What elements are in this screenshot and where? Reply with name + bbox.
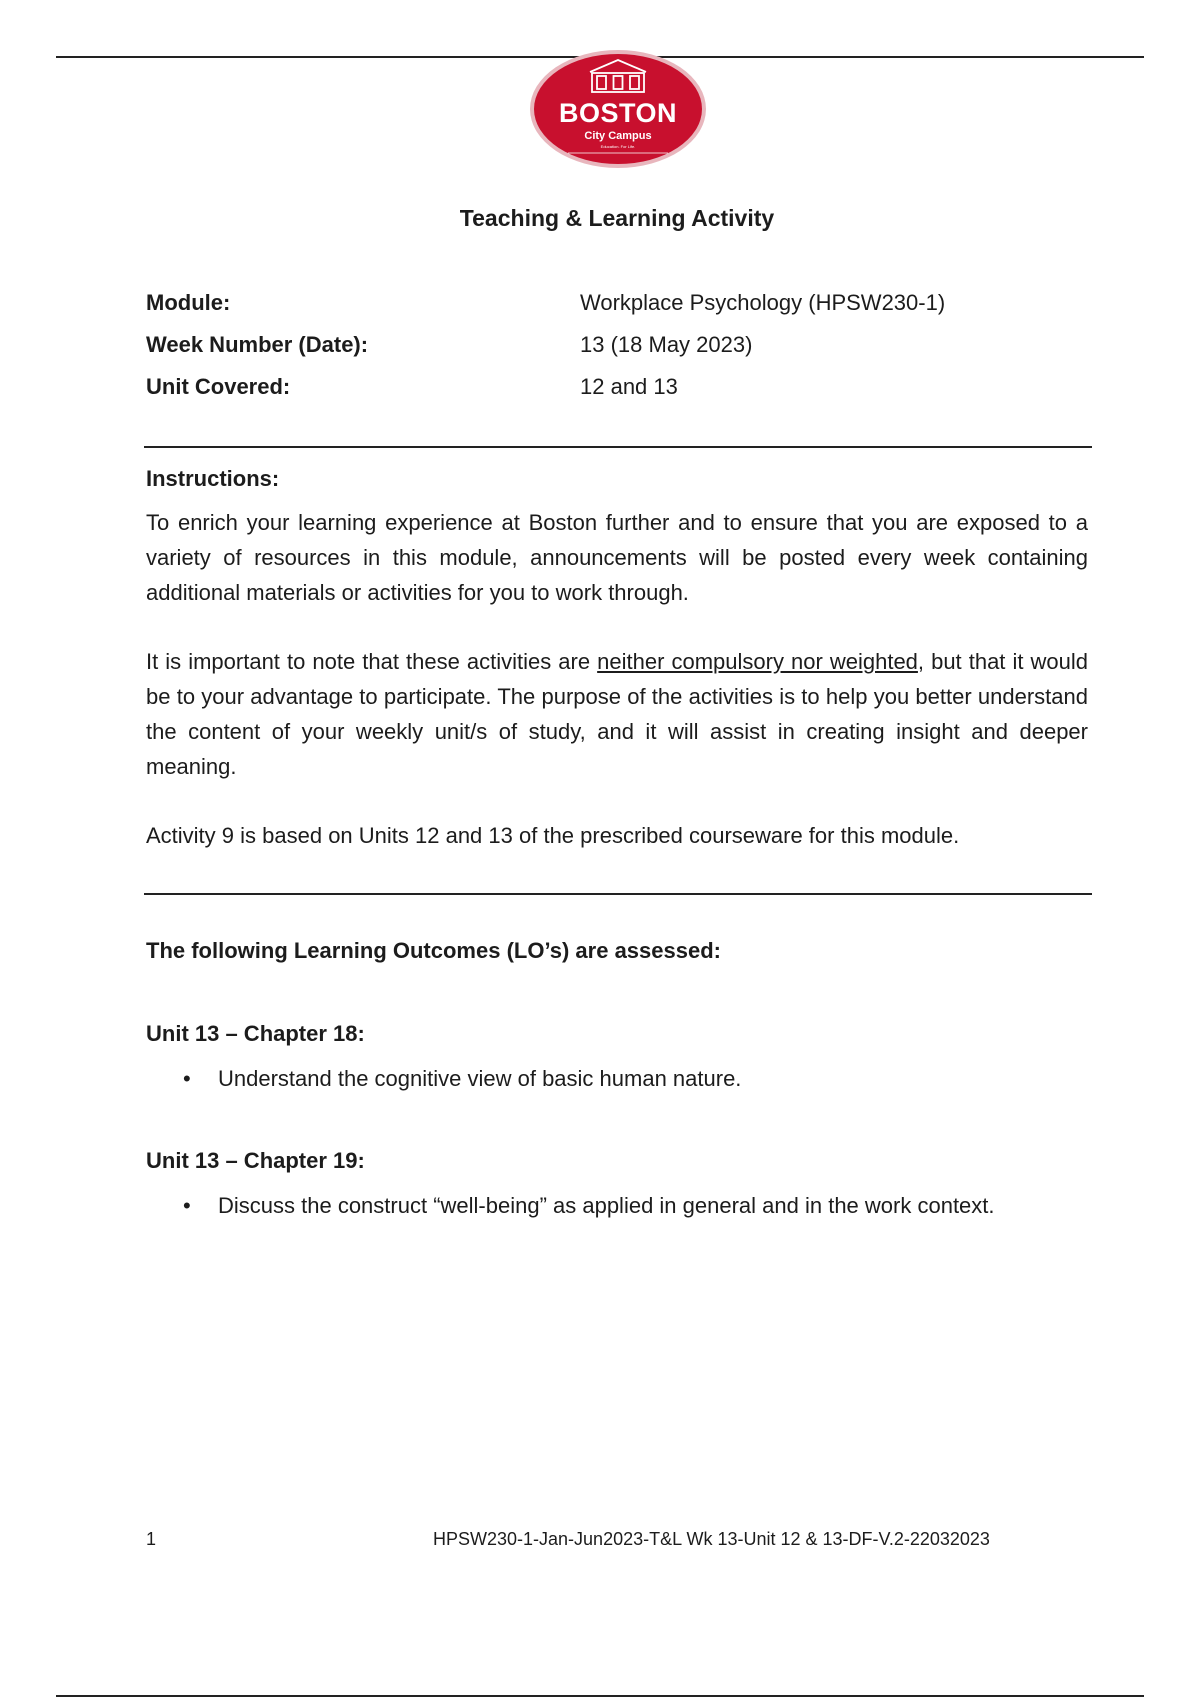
unit-chapter-heading: Unit 13 – Chapter 19: [146, 1148, 365, 1173]
bullet-icon: • [183, 1193, 191, 1218]
document-title: Teaching & Learning Activity [459, 205, 775, 231]
activities-note-paragraph [146, 644, 1088, 784]
logo-tagline: Education. For Life. [600, 144, 636, 149]
page-number: 1 [146, 1529, 157, 1549]
section-divider [144, 893, 1092, 895]
unit-covered-label: Unit Covered: [146, 374, 291, 399]
section-divider [144, 446, 1092, 448]
logo-wordmark: BOSTON [558, 98, 677, 128]
note-text: It is important to note that these activities are [146, 649, 598, 674]
week-number-value: 13 (18 May 2023) [580, 332, 753, 357]
bullet-icon: • [183, 1066, 191, 1091]
week-number-label: Week Number (Date): [146, 332, 369, 357]
unit-chapter-heading: Unit 13 – Chapter 18: [146, 1021, 365, 1046]
document-code: HPSW230-1-Jan-Jun2023-T&L Wk 13-Unit 12 & 13-DF-V.2-22032023 [433, 1529, 990, 1549]
footer-divider [56, 1695, 1144, 1697]
learning-outcome-text: Discuss the construct “well-being” as applied in general and in the work context. [218, 1193, 995, 1218]
emphasis-text: neither compulsory nor weighted [597, 649, 918, 674]
activity-basis-paragraph: Activity 9 is based on Units 12 and 13 of the prescribed courseware for this module. [146, 823, 960, 848]
learning-outcome-text: Understand the cognitive view of basic human nature. [218, 1066, 742, 1091]
logo-subtitle: City Campus [584, 130, 652, 142]
instructions-paragraph: To enrich your learning experience at Boston further and to ensure that you are exposed to a variety of resources in this module, announcements will be posted every week containing additional materials or activities for you to work through. [146, 510, 1088, 605]
boston-city-campus-logo [528, 48, 708, 170]
learning-outcomes-heading: The following Learning Outcomes (LO’s) are assessed: [146, 938, 721, 963]
module-label: Module: [146, 290, 231, 315]
unit-covered-value: 12 and 13 [580, 374, 678, 399]
module-value: Workplace Psychology (HPSW230-1) [580, 290, 946, 315]
note-text-continued: , but that it would be to your advantage to participate. The purpose of the activities is to help you better understand the content of your weekly unit/s of study, and it will assist in creating insight and deeper meaning. [146, 649, 1089, 779]
instructions-heading: Instructions: [146, 466, 280, 491]
